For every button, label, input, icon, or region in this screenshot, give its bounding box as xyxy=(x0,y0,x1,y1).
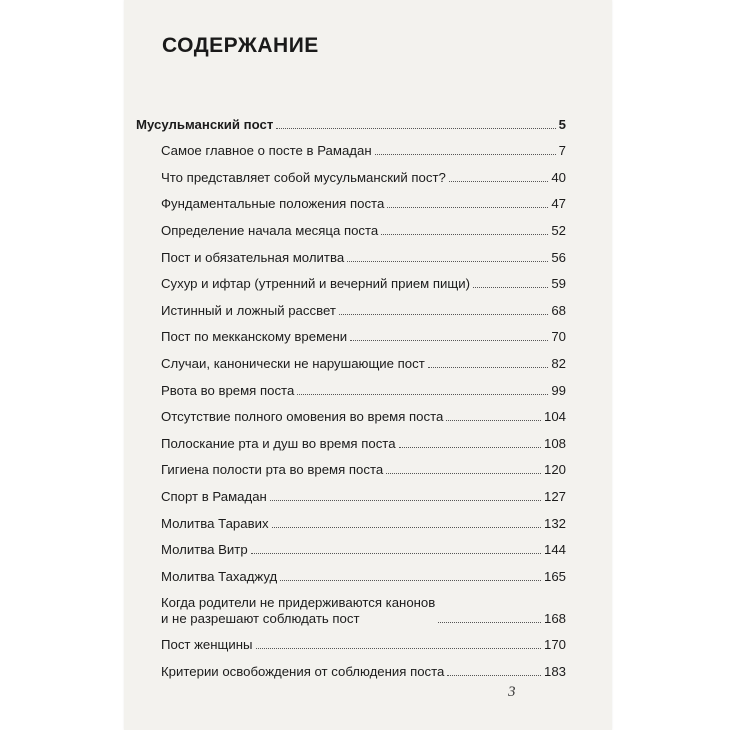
toc-entry-label: Пост и обязательная молитва xyxy=(161,249,345,265)
toc-entry xyxy=(136,133,566,160)
toc-entry-label: Полоскание рта и душ во время поста xyxy=(161,435,396,451)
toc-leader-dots xyxy=(381,234,548,235)
toc-entry-label: Спорт в Рамадан xyxy=(161,488,267,504)
toc-entry-page: 183 xyxy=(543,663,566,679)
toc-entry-page: 59 xyxy=(551,276,566,292)
toc-entry-page: 120 xyxy=(543,462,566,478)
toc-entry-page: 132 xyxy=(543,515,566,531)
toc-leader-dots xyxy=(251,553,541,554)
toc-leader-dots xyxy=(350,340,548,341)
toc-entry-label: Случаи, канонически не нарушающие пост xyxy=(161,355,425,371)
toc-entry xyxy=(136,345,566,372)
table-of-contents xyxy=(136,106,566,680)
toc-entry-label: Истинный и ложный рассвет xyxy=(161,302,336,318)
toc-entry xyxy=(136,532,566,559)
toc-entry xyxy=(136,319,566,346)
toc-entry-page: 68 xyxy=(551,302,566,318)
toc-entry-page: 127 xyxy=(543,488,566,504)
toc-entry xyxy=(136,585,566,627)
toc-leader-dots xyxy=(446,420,541,421)
toc-leader-dots xyxy=(347,261,548,262)
toc-entry xyxy=(136,653,566,680)
toc-entry-page: 165 xyxy=(543,568,566,584)
toc-entry-label: Молитва Тахаджуд xyxy=(161,568,278,584)
toc-entry xyxy=(136,292,566,319)
toc-entry-label: Критерии освобождения от соблюдения поста xyxy=(161,663,445,679)
toc-entry-label: Что представляет собой мусульманский пост? xyxy=(161,169,446,185)
toc-entry-page: 70 xyxy=(551,329,566,345)
toc-entry-label: Самое главное о посте в Рамадан xyxy=(161,143,372,159)
toc-entry-page: 99 xyxy=(551,382,566,398)
toc-entry-page: 108 xyxy=(543,435,566,451)
toc-entry-label: Мусульманский пост xyxy=(136,116,274,132)
toc-entry-label: Пост женщины xyxy=(161,637,253,653)
toc-entry-page: 168 xyxy=(543,610,566,626)
toc-entry xyxy=(136,239,566,266)
toc-entry-page: 104 xyxy=(543,409,566,425)
toc-entry-label: Фундаментальные положения поста xyxy=(161,196,385,212)
page-title: СОДЕРЖАНИЕ xyxy=(162,34,319,57)
toc-entry xyxy=(136,159,566,186)
toc-leader-dots xyxy=(428,367,549,368)
toc-entry xyxy=(136,212,566,239)
toc-entry xyxy=(136,372,566,399)
toc-entry-page: 82 xyxy=(551,355,566,371)
toc-leader-dots xyxy=(449,181,548,182)
toc-leader-dots xyxy=(276,128,555,129)
toc-entry xyxy=(136,558,566,585)
toc-entry-page: 40 xyxy=(551,169,566,185)
toc-entry xyxy=(136,627,566,654)
toc-entry xyxy=(136,399,566,426)
toc-leader-dots xyxy=(386,473,541,474)
toc-entry-label-line1: Когда родители не придерживаются канонов xyxy=(161,594,436,610)
toc-entry-page: 5 xyxy=(558,116,566,132)
toc-entry-label: Молитва Таравих xyxy=(161,515,269,531)
toc-list xyxy=(136,133,566,680)
toc-entry xyxy=(136,452,566,479)
toc-leader-dots xyxy=(375,154,556,155)
toc-entry-label: Сухур и ифтар (утренний и вечерний прием пищи) xyxy=(161,276,471,292)
toc-entry-label-line2: и не разрешают соблюдать пост xyxy=(161,610,360,626)
toc-leader-dots xyxy=(438,622,541,623)
toc-entry xyxy=(136,186,566,213)
toc-entry-page: 170 xyxy=(543,637,566,653)
toc-entry-page: 52 xyxy=(551,222,566,238)
toc-entry-page: 144 xyxy=(543,542,566,558)
toc-leader-dots xyxy=(387,207,548,208)
toc-entry-page: 47 xyxy=(551,196,566,212)
toc-entry-page: 56 xyxy=(551,249,566,265)
toc-entry-label: Гигиена полости рта во время поста xyxy=(161,462,384,478)
toc-entry-page: 7 xyxy=(558,143,566,159)
toc-leader-dots xyxy=(280,580,541,581)
toc-leader-dots xyxy=(270,500,541,501)
toc-entry xyxy=(136,505,566,532)
toc-entry-label: Пост по мекканскому времени xyxy=(161,329,348,345)
toc-leader-dots xyxy=(297,394,548,395)
toc-entry xyxy=(136,266,566,293)
toc-leader-dots xyxy=(473,287,548,288)
page-number: 3 xyxy=(508,684,516,700)
toc-entry-label: Рвота во время поста xyxy=(161,382,295,398)
toc-leader-dots xyxy=(272,527,541,528)
toc-entry-label: Определение начала месяца поста xyxy=(161,222,379,238)
toc-entry xyxy=(136,425,566,452)
book-page xyxy=(124,0,612,730)
toc-entry xyxy=(136,478,566,505)
toc-entry-label: Отсутствие полного омовения во время поста xyxy=(161,409,444,425)
toc-leader-dots xyxy=(447,675,541,676)
toc-entry-label xyxy=(161,595,435,627)
toc-leader-dots xyxy=(256,648,541,649)
toc-leader-dots xyxy=(399,447,541,448)
toc-entry-label: Молитва Витр xyxy=(161,542,248,558)
toc-main-entry xyxy=(136,106,566,133)
toc-leader-dots xyxy=(339,314,548,315)
